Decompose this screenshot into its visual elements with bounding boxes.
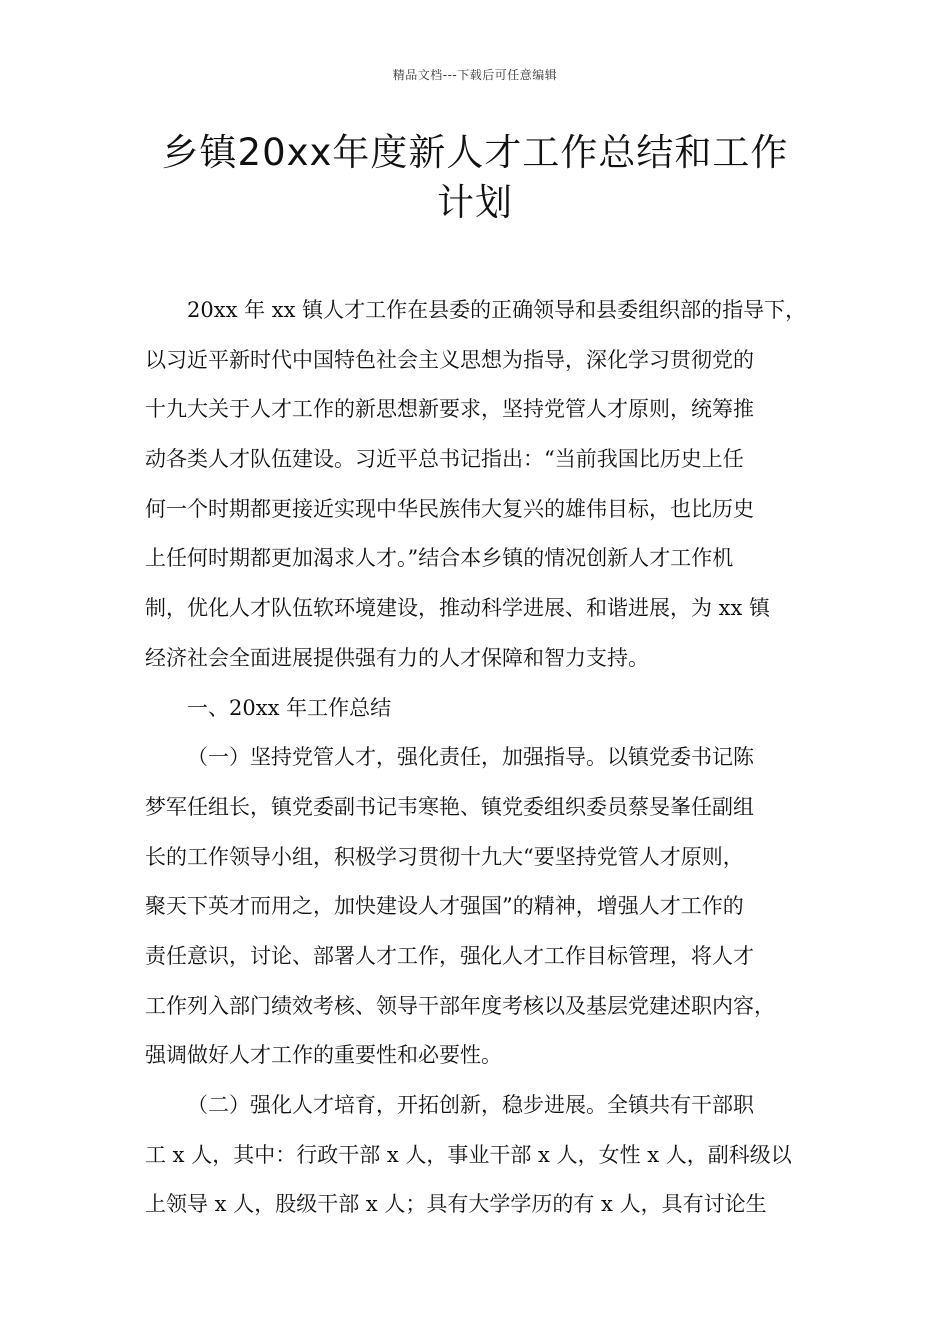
document-body	[145, 286, 825, 1230]
paragraph-line: 上任何时期都更加渴求人才。”结合本乡镇的情况创新人才工作机	[145, 546, 734, 571]
document-title	[120, 128, 830, 228]
title-line-1: 乡镇20xx年度新人才工作总结和工作	[161, 131, 789, 174]
paragraph-line: （二）强化人才培育，开拓创新，稳步进展。全镇共有干部职	[187, 1093, 754, 1117]
paragraph-line: 制，优化人才队伍软环境建设，推动科学进展、和谐进展，为 xx 镇	[145, 596, 771, 621]
page-header: 精品文档---下载后可任意编辑	[392, 68, 558, 82]
paragraph-line: 20xx 年 xx 镇人才工作在县委的正确领导和县委组织部的指导下，	[187, 298, 807, 322]
paragraph-line: 长的工作领导小组，积极学习贯彻十九大“要坚持党管人才原则，	[145, 844, 744, 869]
paragraph-line: 强调做好人才工作的重要性和必要性。	[145, 1043, 502, 1068]
title-line-2: 计划	[437, 181, 513, 224]
paragraph-line: 何一个时期都更接近实现中华民族伟大复兴的雄伟目标，也比历史	[145, 496, 754, 521]
paragraph-line: 十九大关于人才工作的新思想新要求，坚持党管人才原则，统筹推	[145, 397, 754, 422]
section-heading: 一、20xx 年工作总结	[187, 695, 392, 720]
paragraph-line: 经济社会全面进展提供强有力的人才保障和智力支持。	[145, 645, 649, 670]
paragraph-line: 动各类人才队伍建设。习近平总书记指出：“当前我国比历史上任	[145, 447, 744, 472]
paragraph-line: 聚天下英才而用之，加快建设人才强国”的精神，增强人才工作的	[145, 894, 744, 919]
paragraph-line: 工作列入部门绩效考核、领导干部年度考核以及基层党建述职内容，	[145, 993, 775, 1018]
paragraph-line: （一）坚持党管人才，强化责任，加强指导。以镇党委书记陈	[187, 745, 754, 770]
paragraph-line: 以习近平新时代中国特色社会主义思想为指导，深化学习贯彻党的	[145, 347, 754, 372]
paragraph-line: 上领导 x 人，股级干部 x 人；具有大学学历的有 x 人，具有讨论生	[145, 1192, 767, 1217]
paragraph-line: 责任意识，讨论、部署人才工作，强化人才工作目标管理，将人才	[145, 943, 754, 968]
paragraph-line: 工 x 人，其中：行政干部 x 人，事业干部 x 人，女性 x 人，副科级以	[145, 1142, 792, 1167]
paragraph-line: 梦军任组长，镇党委副书记韦寒艳、镇党委组织委员蔡旻峯任副组	[145, 794, 754, 819]
